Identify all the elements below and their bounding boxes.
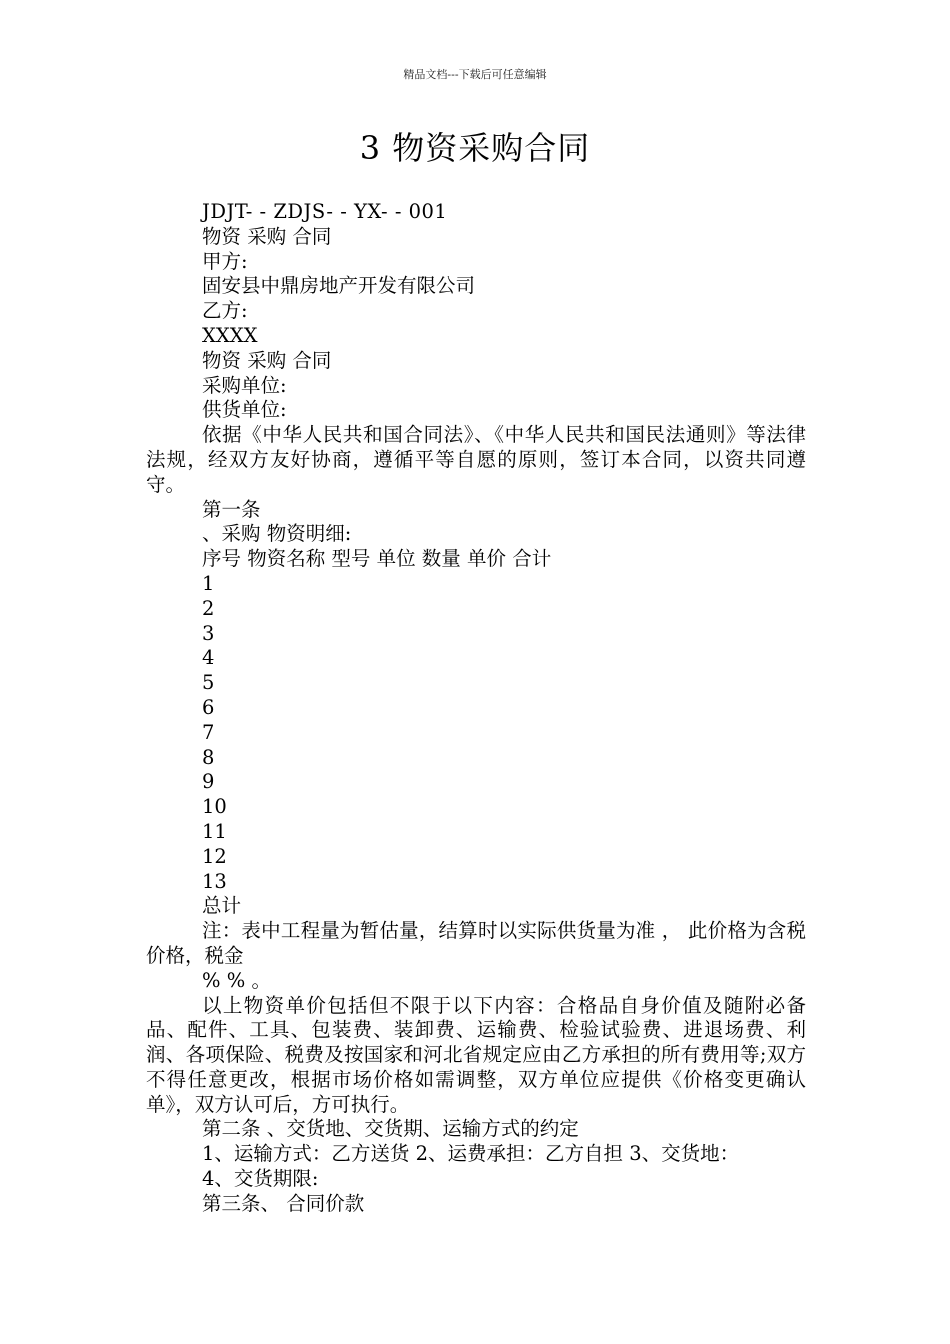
document-body [146, 200, 806, 1217]
row-number: 8 [202, 745, 215, 769]
row-number: 3 [202, 621, 215, 645]
purchaser-label: 采购单位: [202, 373, 287, 397]
supplier-label: 供货单位: [202, 398, 287, 422]
article-2-item-4: 4、交货期限: [202, 1167, 319, 1191]
header-note: 精品文档---下载后可任意编辑 [403, 68, 547, 81]
row-number: 5 [202, 671, 215, 695]
article-3-heading: 第三条、 合同价款 [202, 1191, 365, 1215]
total-label: 总计 [202, 894, 242, 918]
party-b-label: 乙方: [202, 299, 248, 323]
row-number: 7 [202, 720, 215, 744]
subtitle-1: 物资 采购 合同 [202, 224, 332, 248]
tax-line: % % 。 [202, 968, 271, 992]
party-b-name: XXXX [202, 323, 258, 347]
article-1-title: 、采购 物资明细: [202, 522, 352, 546]
table-header: 序号 物资名称 型号 单位 数量 单价 合计 [202, 547, 552, 571]
contract-code: JDJT- - ZDJS- - YX- - 001 [202, 200, 448, 223]
article-2-heading: 第二条 、交货地、交货期、运输方式的约定 [202, 1117, 579, 1141]
row-number-list [146, 572, 806, 894]
row-number: 12 [202, 844, 227, 868]
row-number: 10 [202, 795, 227, 819]
party-a-label: 甲方: [202, 249, 248, 273]
party-a-name: 固安县中鼎房地产开发有限公司 [202, 274, 476, 298]
row-number: 9 [202, 770, 215, 794]
row-number: 13 [202, 869, 227, 893]
row-number: 6 [202, 695, 215, 719]
price-paragraph: 以上物资单价包括但不限于以下内容：合格品自身价值及随附必备品、配件、工具、包装费、装卸费、运输费、检验试验费、进退场费、利润、各项保险、税费及按国家和河北省规定应由乙方承担的所有费用等;双方不得任意更改，根据市场价格如需调整，双方单位应提供《价格变更确认单》，双方认可后，方可执行。 [146, 993, 806, 1116]
article-2-items: 1、运输方式：乙方送货 2、运费承担：乙方自担 3、交货地： [202, 1142, 740, 1166]
row-number: 1 [202, 571, 215, 595]
document-title: 3 物资采购合同 [359, 129, 591, 167]
row-number: 11 [202, 819, 227, 843]
article-1-heading: 第一条 [202, 497, 261, 521]
subtitle-2: 物资 采购 合同 [202, 348, 332, 372]
note-paragraph: 注：表中工程量为暂估量，结算时以实际供货量为准 ， 此价格为含税价格，税金 [146, 919, 806, 967]
intro-paragraph: 依据《中华人民共和国合同法》、《中华人民共和国民法通则》等法律法规，经双方友好协商，遵循平等自愿的原则，签订本合同，以资共同遵守。 [146, 423, 806, 496]
row-number: 2 [202, 596, 215, 620]
row-number: 4 [202, 646, 215, 670]
